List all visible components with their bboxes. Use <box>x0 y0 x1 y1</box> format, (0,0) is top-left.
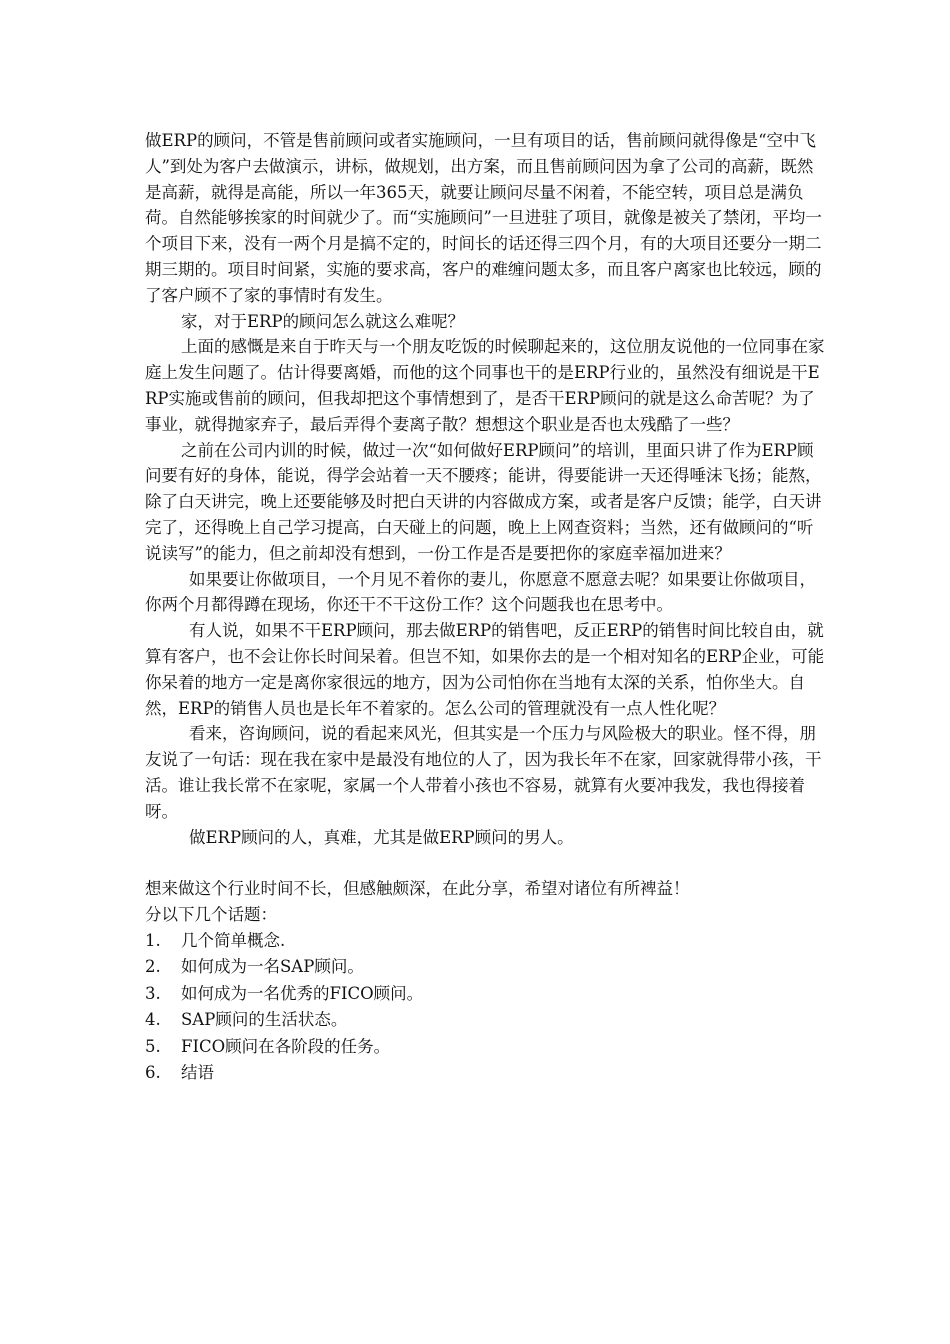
paragraph-erp-sales: 有人说，如果不干ERP顾问，那去做ERP的销售吧，反正ERP的销售时间比较自由，就算有客户，也不会让你长时间呆着。但岂不知，如果你去的是一个相对知名的ERP企业，可能你呆着的地方一定是离你家很远的地方，因为公司怕你在当地有太深的关系，怕你坐大。自然，ERP的销售人员也是长年不着家的。怎么公司的管理就没有一点人性化呢？ <box>145 621 825 718</box>
list-item-text: 结语 <box>181 1063 214 1083</box>
list-item-number: 3. <box>145 983 161 1003</box>
list-item-number: 1. <box>145 930 161 950</box>
list-item-number: 5. <box>145 1036 161 1056</box>
paragraph-conclusion: 做ERP顾问的人，真难，尤其是做ERP顾问的男人。 <box>189 827 574 847</box>
list-item-text: 如何成为一名SAP顾问。 <box>181 957 364 977</box>
paragraph-internal-training: 之前在公司内训的时候，做过一次“如何做好ERP顾问”的培训，里面只讲了作为ERP顾问要有好的身体，能说，得学会站着一天不腰疼；能讲，得要能讲一天还得唾沫飞扬；能熬，除了白天讲完，晚上还要能够及时把白天讲的内容做成方案，或者是客户反馈；能学，白天讲完了，还得晚上自己学习提高，白天碰上的问题，晚上上网查资料；当然，还有做顾问的“听说读写”的能力，但之前却没有想到，一份工作是否是要把你的家庭幸福加进来？ <box>145 440 822 563</box>
paragraph-home-question: 家，对于ERP的顾问怎么就这么难呢？ <box>181 311 465 331</box>
list-item-number: 6. <box>145 1063 161 1083</box>
intro-line: 想来做这个行业时间不长，但感触颇深，在此分享，希望对诸位有所裨益！ <box>145 879 690 899</box>
list-item <box>145 928 825 955</box>
list-item-text: 几个简单概念. <box>181 930 286 950</box>
list-item <box>145 1060 825 1087</box>
list-item-number: 4. <box>145 1010 161 1030</box>
list-item-text: SAP顾问的生活状态。 <box>181 1010 348 1030</box>
list-item <box>145 1007 825 1034</box>
list-item-text: FICO顾问在各阶段的任务。 <box>181 1036 391 1056</box>
paragraph-erp-consultant-travel: 做ERP的顾问，不管是售前顾问或者实施顾问，一旦有项目的话，售前顾问就得像是“空中飞人”到处为客户去做演示，讲标，做规划，出方案，而且售前顾问因为拿了公司的高薪，既然是高薪，就得是高能，所以一年365天，就要让顾问尽量不闲着，不能空转，项目总是满负荷。自然能够挨家的时间就少了。而“实施顾问”一旦进驻了项目，就像是被关了禁闭，平均一个项目下来，没有一两个月是搞不定的，时间长的话还得三四个月，有的大项目还要分一期二期三期的。项目时间紧，实施的要求高，客户的难缠问题太多，而且客户离家也比较远，顾的了客户顾不了家的事情时有发生。 <box>145 131 822 305</box>
document-body <box>145 128 825 1087</box>
list-item <box>145 1034 825 1061</box>
paragraph-consulting-pressure: 看来，咨询顾问，说的看起来风光，但其实是一个压力与风险极大的职业。怪不得，朋友说了一句话：现在我在家中是最没有地位的人了，因为我长年不在家，回家就得带小孩，干活。谁让我长常不在家呢，家属一个人带着小孩也不容易，就算有火要冲我发，我也得接着呀。 <box>145 724 822 821</box>
paragraph-project-question: 如果要让你做项目，一个月见不着你的妻儿，你愿意不愿意去呢？如果要让你做项目，你两个月都得蹲在现场，你还干不干这份工作？这个问题我也在思考中。 <box>145 569 816 615</box>
list-item <box>145 981 825 1008</box>
topics-list <box>145 928 825 1087</box>
topics-heading: 分以下几个话题： <box>145 904 277 924</box>
list-item-number: 2. <box>145 957 161 977</box>
blank-line <box>145 850 825 876</box>
list-item <box>145 954 825 981</box>
paragraph-friend-story: 上面的感慨是来自于昨天与一个朋友吃饭的时候聊起来的，这位朋友说他的一位同事在家庭上发生问题了。估计得要离婚，而他的这个同事也干的是ERP行业的，虽然没有细说是干ERP实施或售前的顾问，但我却把这个事情想到了，是否干ERP顾问的就是这么命苦呢？为了事业，就得抛家弃子，最后弄得个妻离子散？想想这个职业是否也太残酷了一些？ <box>145 337 825 434</box>
list-item-text: 如何成为一名优秀的FICO顾问。 <box>181 983 424 1003</box>
